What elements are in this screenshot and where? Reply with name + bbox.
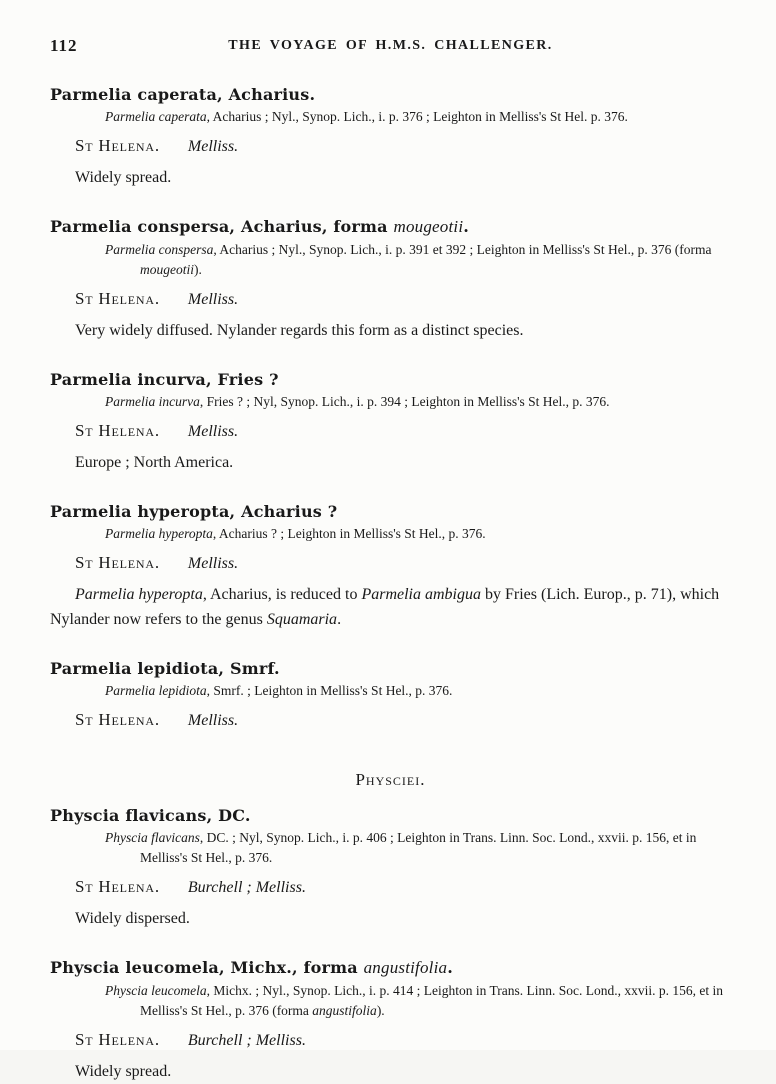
text-segment: Widely spread. [75, 1063, 172, 1080]
text-segment: , DC. ; Nyl, Synop. Lich., i. p. 406 ; Leighton in Trans. Linn. Soc. Lond., xxvii. p. 156, et in Melliss's St Hel., p. 376. [140, 830, 697, 865]
text-segment: angustifolia [363, 958, 448, 977]
text-segment: Parmelia hyperopta [105, 526, 213, 541]
species-entry [50, 659, 731, 730]
species-name-heading [50, 958, 731, 978]
text-segment: Widely spread. [75, 169, 172, 186]
text-segment: Melliss. [187, 138, 239, 155]
page-body [50, 85, 731, 1084]
locality-line [50, 710, 731, 730]
text-segment: Very widely diffused. Nylander regards this form as a distinct species. [75, 322, 524, 339]
text-segment: Squamaria [266, 611, 338, 628]
distribution-note [50, 318, 731, 343]
text-segment: , Acharius ? ; Leighton in Melliss's St Hel., p. 376. [212, 526, 486, 541]
text-segment: Parmelia incurva, Fries ? [50, 370, 279, 389]
text-segment: ). [194, 262, 202, 277]
text-segment: Burchell ; Melliss. [187, 879, 306, 896]
locality-place: St Helena. [75, 421, 160, 440]
text-segment: Physcia flavicans [105, 830, 200, 845]
species-name-heading [50, 370, 731, 389]
text-segment: mougeotii [393, 217, 464, 236]
species-entry [50, 217, 731, 343]
text-segment: Europe ; North America. [75, 454, 234, 471]
text-segment: , Acharius ; Nyl., Synop. Lich., i. p. 376 ; Leighton in Melliss's St Hel. p. 376. [206, 109, 628, 124]
species-entry [50, 85, 731, 190]
text-segment: Parmelia conspersa [105, 242, 214, 257]
distribution-note [50, 450, 731, 475]
text-segment: Physcia flavicans, DC. [50, 806, 251, 825]
text-segment: Melliss. [187, 423, 239, 440]
collector-names [188, 1032, 306, 1049]
text-segment: Parmelia caperata, Acharius. [50, 85, 316, 104]
collector-names [188, 555, 238, 572]
species-name-heading [50, 659, 731, 678]
synonymy-citation [50, 240, 731, 280]
text-segment: . [447, 958, 454, 977]
text-segment: Parmelia caperata [105, 109, 207, 124]
locality-line [50, 877, 731, 897]
text-segment: Parmelia ambigua [361, 586, 481, 603]
collector-names [188, 291, 238, 308]
locality-place: St Helena. [75, 553, 160, 572]
locality-place: St Helena. [75, 289, 160, 308]
species-name-heading [50, 217, 731, 237]
text-segment: by Fries (Lich. Europ., p. 71), which Nylander now refers to the genus [50, 586, 720, 628]
text-segment: angustifolia [312, 1003, 377, 1018]
running-title: THE VOYAGE OF H.M.S. CHALLENGER. [228, 38, 553, 53]
text-segment: Physcia leucomela, Michx., forma [50, 958, 364, 977]
text-segment: Parmelia lepidiota, Smrf. [50, 659, 280, 678]
text-segment: Physcia leucomela [105, 983, 207, 998]
synonymy-citation [50, 828, 731, 868]
text-segment: ). [376, 1003, 385, 1018]
text-segment: , Fries ? ; Nyl, Synop. Lich., i. p. 394 ; Leighton in Melliss's St Hel., p. 376. [199, 394, 610, 409]
locality-line [50, 553, 731, 573]
text-segment: Parmelia conspersa, Acharius, forma [50, 217, 394, 236]
distribution-note [50, 582, 731, 632]
text-segment: Parmelia incurva [105, 394, 200, 409]
locality-line [50, 421, 731, 441]
text-segment: , Acharius, is reduced to [202, 586, 362, 603]
page-number: 112 [50, 36, 78, 55]
locality-line [50, 136, 731, 156]
species-entry [50, 958, 731, 1084]
species-name-heading [50, 85, 731, 104]
text-segment: Parmelia hyperopta [75, 586, 203, 603]
synonymy-citation [50, 681, 731, 701]
collector-names [188, 712, 238, 729]
locality-place: St Helena. [75, 1030, 160, 1049]
text-segment: Burchell ; Melliss. [187, 1032, 306, 1049]
locality-place: St Helena. [75, 710, 160, 729]
species-entry [50, 502, 731, 632]
text-segment: , Smrf. ; Leighton in Melliss's St Hel., p. 376. [206, 683, 453, 698]
locality-place: St Helena. [75, 136, 160, 155]
text-segment: . [463, 217, 470, 236]
collector-names [188, 423, 238, 440]
text-segment: , Michx. ; Nyl., Synop. Lich., i. p. 414 ; Leighton in Trans. Linn. Soc. Lond., xxvii. p. 156, et in Melliss's St Hel., p. 376 (forma [140, 983, 723, 1018]
distribution-note [50, 1059, 731, 1084]
page-header [50, 36, 731, 58]
synonymy-citation [50, 524, 731, 544]
text-segment: mougeotii [140, 262, 194, 277]
distribution-note [50, 165, 731, 190]
text-segment: . [337, 611, 342, 628]
species-name-heading [50, 502, 731, 521]
synonymy-citation [50, 981, 731, 1021]
synonymy-citation [50, 107, 731, 127]
text-segment: Melliss. [187, 291, 239, 308]
species-name-heading [50, 806, 731, 825]
species-entry [50, 370, 731, 475]
text-segment: Widely dispersed. [75, 910, 190, 927]
section-heading: Physciei. [355, 770, 426, 789]
text-segment: Parmelia hyperopta, Acharius ? [50, 502, 338, 521]
synonymy-citation [50, 392, 731, 412]
text-segment: Parmelia lepidiota [105, 683, 207, 698]
distribution-note [50, 906, 731, 931]
text-segment: Melliss. [187, 555, 239, 572]
locality-place: St Helena. [75, 877, 160, 896]
collector-names [188, 138, 238, 155]
text-segment: Melliss. [187, 712, 239, 729]
text-segment: , Acharius ; Nyl., Synop. Lich., i. p. 391 et 392 ; Leighton in Melliss's St Hel., p. 376 (forma [213, 242, 712, 257]
collector-names [188, 879, 306, 896]
locality-line [50, 289, 731, 309]
locality-line [50, 1030, 731, 1050]
species-entry [50, 806, 731, 931]
